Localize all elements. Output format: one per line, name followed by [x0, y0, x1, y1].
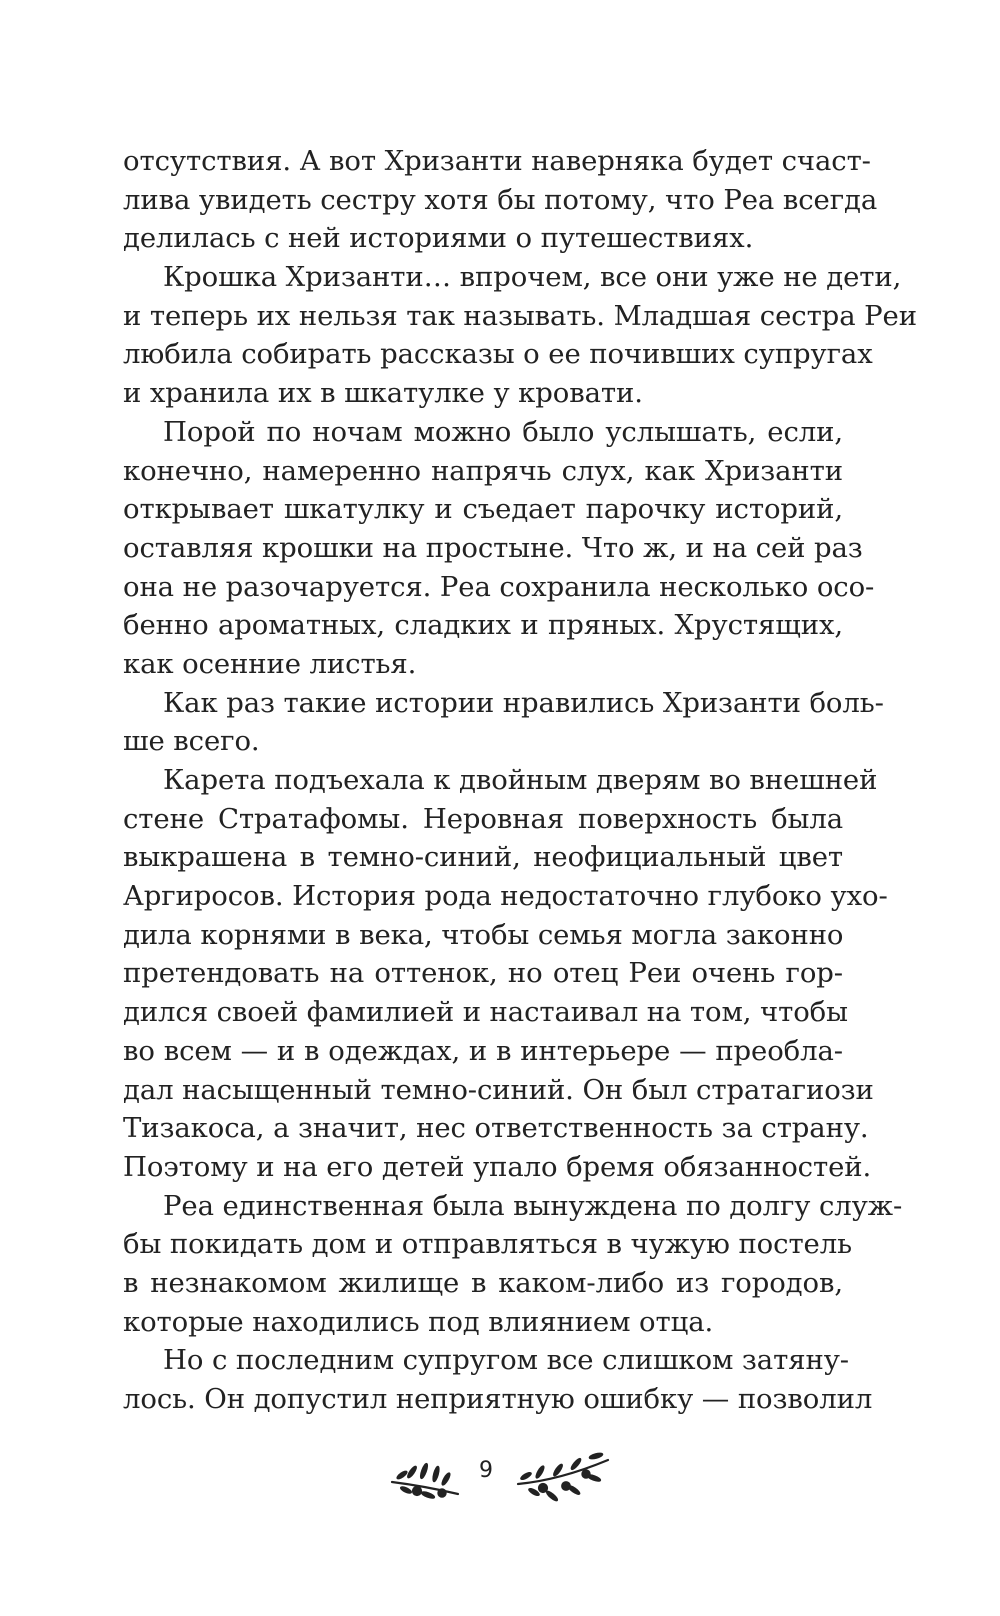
body-text — [123, 142, 917, 1419]
text-line: открывает шкатулку и съедает парочку историй, — [123, 493, 843, 526]
text-line: Реа единственная была вынуждена по долгу служ- — [163, 1189, 903, 1222]
text-line: Тизакоса, а значит, нес ответственность за страну. — [123, 1112, 869, 1145]
text-line: Крошка Хризанти… впрочем, все они уже не дети, — [163, 261, 902, 294]
text-line: претендовать на оттенок, но отец Реи очень гор- — [123, 957, 843, 990]
text-line: которые находились под влиянием отца. — [123, 1305, 714, 1338]
text-line: в незнакомом жилище в каком-либо из городов, — [123, 1266, 843, 1299]
text-line: Но с последним супругом все слишком затяну- — [163, 1344, 849, 1377]
text-line: во всем — и в одеждах, и в интерьере — преобла- — [123, 1034, 843, 1067]
text-line: и теперь их нельзя так называть. Младшая сестра Реи — [123, 299, 917, 332]
text-line: любила собирать рассказы о ее почивших супругах — [123, 338, 873, 371]
page-number: 9 — [479, 1458, 493, 1483]
text-line: Как раз такие истории нравились Хризанти боль- — [163, 686, 884, 719]
text-line: делилась с ней историями о путешествиях. — [123, 222, 754, 255]
text-line: лива увидеть сестру хотя бы потому, что Реа всегда — [123, 183, 878, 216]
text-line: отсутствия. А вот Хризанти наверняка будет счаст- — [123, 145, 871, 177]
text-line: и хранила их в шкатулке у кровати. — [123, 377, 643, 410]
text-line: бенно ароматных, сладких и пряных. Хрустящих, — [123, 609, 843, 642]
text-line: дал насыщенный темно-синий. Он был стратагиози — [123, 1073, 874, 1106]
text-line: Аргиросов. История рода недостаточно глубоко ухо- — [123, 880, 888, 913]
text-line: выкрашена в темно-синий, неофициальный цвет — [123, 841, 843, 874]
text-line: Порой по ночам можно было услышать, если, — [163, 415, 843, 448]
text-line: дила корнями в века, чтобы семья могла законно — [123, 918, 844, 951]
text-line: оставляя крошки на простыне. Что ж, и на сей раз — [123, 531, 863, 564]
page-footer — [0, 1448, 1000, 1508]
text-line: ше всего. — [123, 725, 260, 758]
text-line: она не разочаруется. Реа сохранила несколько осо- — [123, 570, 875, 603]
olive-branch-icon — [388, 1456, 460, 1500]
olive-branch-icon — [514, 1450, 612, 1506]
text-line: Карета подъехала к двойным дверям во внешней — [163, 764, 878, 796]
text-line: бы покидать дом и отправляться в чужую постель — [123, 1228, 852, 1261]
text-line: как осенние листья. — [123, 647, 417, 680]
text-line: лось. Он допустил неприятную ошибку — позволил — [123, 1383, 873, 1415]
text-line: конечно, намеренно напрячь слух, как Хризанти — [123, 454, 843, 487]
text-line: стене Стратафомы. Неровная поверхность была — [123, 802, 843, 835]
text-line: дился своей фамилией и настаивал на том, чтобы — [123, 996, 848, 1029]
text-line: Поэтому и на его детей упало бремя обязанностей. — [123, 1150, 872, 1183]
